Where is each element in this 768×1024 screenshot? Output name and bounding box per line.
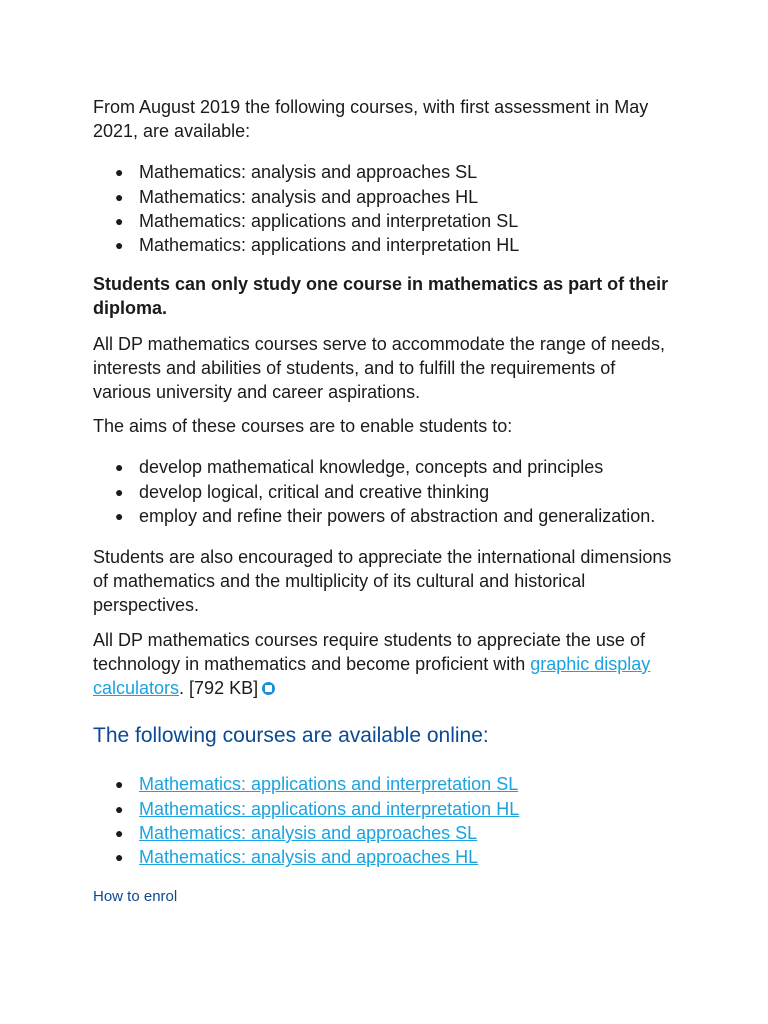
bullet-icon: ● bbox=[115, 824, 124, 841]
list-item bbox=[93, 504, 673, 528]
technology-paragraph bbox=[93, 628, 673, 701]
accommodate-paragraph: All DP mathematics courses serve to accommodate the range of needs, interests and abilities of students, and to fulfill the requirements of various university and career aspirations. bbox=[93, 333, 665, 403]
graphic-calculators-link[interactable]: graphic display calculators bbox=[93, 653, 651, 699]
one-course-note: Students can only study one course in mathematics as part of their diploma. bbox=[93, 274, 669, 319]
main-content bbox=[93, 95, 673, 907]
bullet-icon: ● bbox=[115, 237, 124, 254]
available-courses-list bbox=[93, 160, 673, 257]
list-item bbox=[93, 772, 673, 796]
bullet-icon: ● bbox=[115, 164, 124, 181]
course-name: Mathematics: analysis and approaches SL bbox=[139, 162, 478, 183]
online-courses-heading: The following courses are available online: bbox=[93, 724, 489, 748]
aims-intro: The aims of these courses are to enable students to: bbox=[93, 416, 513, 437]
course-name: Mathematics: analysis and approaches HL bbox=[139, 186, 479, 207]
aims-list bbox=[93, 455, 673, 528]
list-item bbox=[93, 209, 673, 233]
online-courses-list bbox=[93, 772, 673, 869]
online-course-link[interactable]: Mathematics: applications and interpretation HL bbox=[139, 798, 520, 819]
bullet-icon: ● bbox=[115, 849, 124, 866]
list-item bbox=[93, 797, 673, 821]
bullet-icon: ● bbox=[115, 800, 124, 817]
aim-text: employ and refine their powers of abstraction and generalization. bbox=[139, 505, 656, 526]
online-course-link[interactable]: Mathematics: analysis and approaches SL bbox=[139, 822, 478, 843]
file-size-text: . [792 KB] bbox=[179, 678, 259, 699]
online-course-link[interactable]: Mathematics: applications and interpretation SL bbox=[139, 774, 519, 795]
list-item bbox=[93, 845, 673, 869]
list-item bbox=[93, 185, 673, 209]
aim-text: develop mathematical knowledge, concepts and principles bbox=[139, 457, 604, 478]
list-item bbox=[93, 160, 673, 184]
bullet-icon: ● bbox=[115, 212, 124, 229]
list-item bbox=[93, 480, 673, 504]
course-name: Mathematics: applications and interpretation HL bbox=[139, 235, 520, 256]
bullet-icon: ● bbox=[115, 459, 124, 476]
course-name: Mathematics: applications and interpretation SL bbox=[139, 210, 519, 231]
list-item bbox=[93, 821, 673, 845]
bullet-icon: ● bbox=[115, 483, 124, 500]
international-paragraph: Students are also encouraged to appreciate the international dimensions of mathematics and the multiplicity of its cultural and historical perspectives. bbox=[93, 547, 672, 616]
list-item bbox=[93, 233, 673, 257]
bullet-icon: ● bbox=[115, 507, 124, 524]
aim-text: develop logical, critical and creative thinking bbox=[139, 481, 490, 502]
technology-text: All DP mathematics courses require students to appreciate the use of technology in mathematics and become proficient with bbox=[93, 629, 645, 674]
list-item bbox=[93, 455, 673, 479]
pdf-icon[interactable] bbox=[262, 682, 275, 695]
intro-paragraph: From August 2019 the following courses, with first assessment in May 2021, are available: bbox=[93, 97, 649, 142]
how-to-enrol-link[interactable]: How to enrol bbox=[93, 888, 178, 906]
bullet-icon: ● bbox=[115, 188, 124, 205]
online-course-link[interactable]: Mathematics: analysis and approaches HL bbox=[139, 847, 479, 868]
bullet-icon: ● bbox=[115, 776, 124, 793]
